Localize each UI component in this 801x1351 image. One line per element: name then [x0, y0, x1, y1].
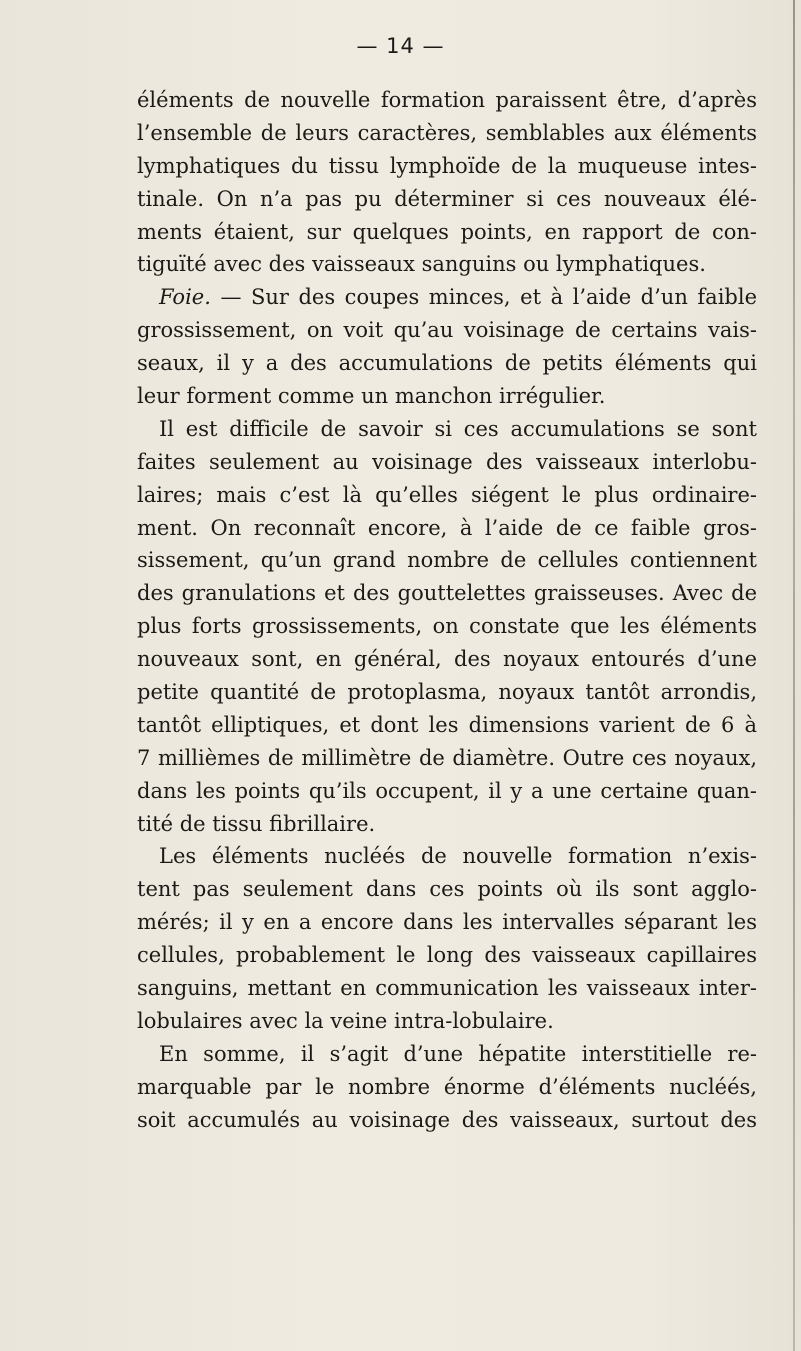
- text-line: [137, 840, 757, 873]
- text-line: [137, 281, 757, 314]
- text-line: [137, 544, 757, 577]
- line-text: tiguïté avec des vaisseaux sanguins ou lymphatiques.: [137, 252, 706, 277]
- text-line: [137, 150, 757, 183]
- text-line: [137, 873, 757, 906]
- line-text: lobulaires avec la veine intra-lobulaire.: [137, 1008, 554, 1033]
- line-text: dans les points qu’ils occupent, il y a une certaine quan-: [137, 778, 757, 803]
- text-line: [137, 216, 757, 249]
- body-text: [137, 84, 757, 1137]
- line-text: des granulations et des gouttelettes graisseuses. Avec de: [137, 581, 757, 606]
- section-heading: Foie.: [159, 285, 211, 310]
- line-text: sanguins, mettant en communication les vaisseaux inter-: [137, 976, 757, 1001]
- line-text: marquable par le nombre énorme d’éléments nucléés,: [137, 1074, 757, 1099]
- line-text: petite quantité de protoplasma, noyaux tantôt arrondis,: [137, 680, 757, 705]
- line-text: plus forts grossissements, on constate que les éléments: [137, 614, 757, 639]
- text-line: [137, 1005, 757, 1038]
- text-line: [137, 117, 757, 150]
- page-edge-shadow: [793, 0, 795, 1351]
- line-text: soit accumulés au voisinage des vaisseaux, surtout des: [137, 1107, 757, 1132]
- line-text: nouveaux sont, en général, des noyaux entourés d’une: [137, 647, 757, 672]
- line-text: éléments de nouvelle formation paraissent être, d’après: [137, 88, 757, 112]
- text-line: [137, 314, 757, 347]
- line-text: tent pas seulement dans ces points où ils sont agglo-: [137, 877, 757, 902]
- line-text: En somme, il s’agit d’une hépatite interstitielle re-: [159, 1041, 757, 1066]
- line-text: faites seulement au voisinage des vaisseaux interlobu-: [137, 449, 757, 474]
- line-text: l’ensemble de leurs caractères, semblables aux éléments: [137, 120, 757, 145]
- text-line: [137, 183, 757, 216]
- text-line: [137, 1071, 757, 1104]
- text-line: [137, 512, 757, 545]
- text-line: [137, 347, 757, 380]
- line-text: ments étaient, sur quelques points, en rapport de con-: [137, 219, 757, 244]
- line-text: mérés; il y en a encore dans les intervalles séparant les: [137, 910, 757, 935]
- text-line: [137, 742, 757, 775]
- text-line: [137, 939, 757, 972]
- line-text: — Sur des coupes minces, et à l’aide d’un faible: [210, 285, 757, 310]
- line-text: Il est difficile de savoir si ces accumulations se sont: [159, 416, 757, 441]
- text-line: [137, 972, 757, 1005]
- text-line: [137, 248, 757, 281]
- text-line: [137, 577, 757, 610]
- text-line: [137, 610, 757, 643]
- line-text: ment. On reconnaît encore, à l’aide de ce faible gros-: [137, 515, 757, 540]
- text-line: [137, 643, 757, 676]
- text-line: [137, 380, 757, 413]
- line-text: lymphatiques du tissu lymphoïde de la muqueuse intes-: [137, 153, 757, 178]
- line-text: 7 millièmes de millimètre de diamètre. Outre ces noyaux,: [137, 745, 757, 770]
- text-line: [137, 808, 757, 841]
- line-text: seaux, il y a des accumulations de petits éléments qui: [137, 351, 757, 376]
- line-text: Les éléments nucléés de nouvelle formation n’exis-: [159, 844, 757, 869]
- line-text: cellules, probablement le long des vaisseaux capillaires: [137, 943, 757, 968]
- text-line: [137, 676, 757, 709]
- line-text: sissement, qu’un grand nombre de cellules contiennent: [137, 548, 757, 573]
- line-text: laires; mais c’est là qu’elles siégent le plus ordinaire-: [137, 482, 757, 507]
- text-line: [137, 84, 757, 117]
- text-line: [137, 479, 757, 512]
- text-line: [137, 413, 757, 446]
- text-line: [137, 906, 757, 939]
- line-text: tité de tissu fibrillaire.: [137, 811, 376, 836]
- text-line: [137, 1104, 757, 1137]
- line-text: tinale. On n’a pas pu déterminer si ces nouveaux élé-: [137, 186, 757, 211]
- text-line: [137, 775, 757, 808]
- text-line: [137, 1038, 757, 1071]
- text-line: [137, 709, 757, 742]
- text-line: [137, 446, 757, 479]
- line-text: grossissement, on voit qu’au voisinage de certains vais-: [137, 318, 757, 343]
- line-text: leur forment comme un manchon irrégulier.: [137, 384, 606, 409]
- page-number: — 14 —: [356, 34, 445, 58]
- line-text: tantôt elliptiques, et dont les dimensions varient de 6 à: [137, 712, 757, 737]
